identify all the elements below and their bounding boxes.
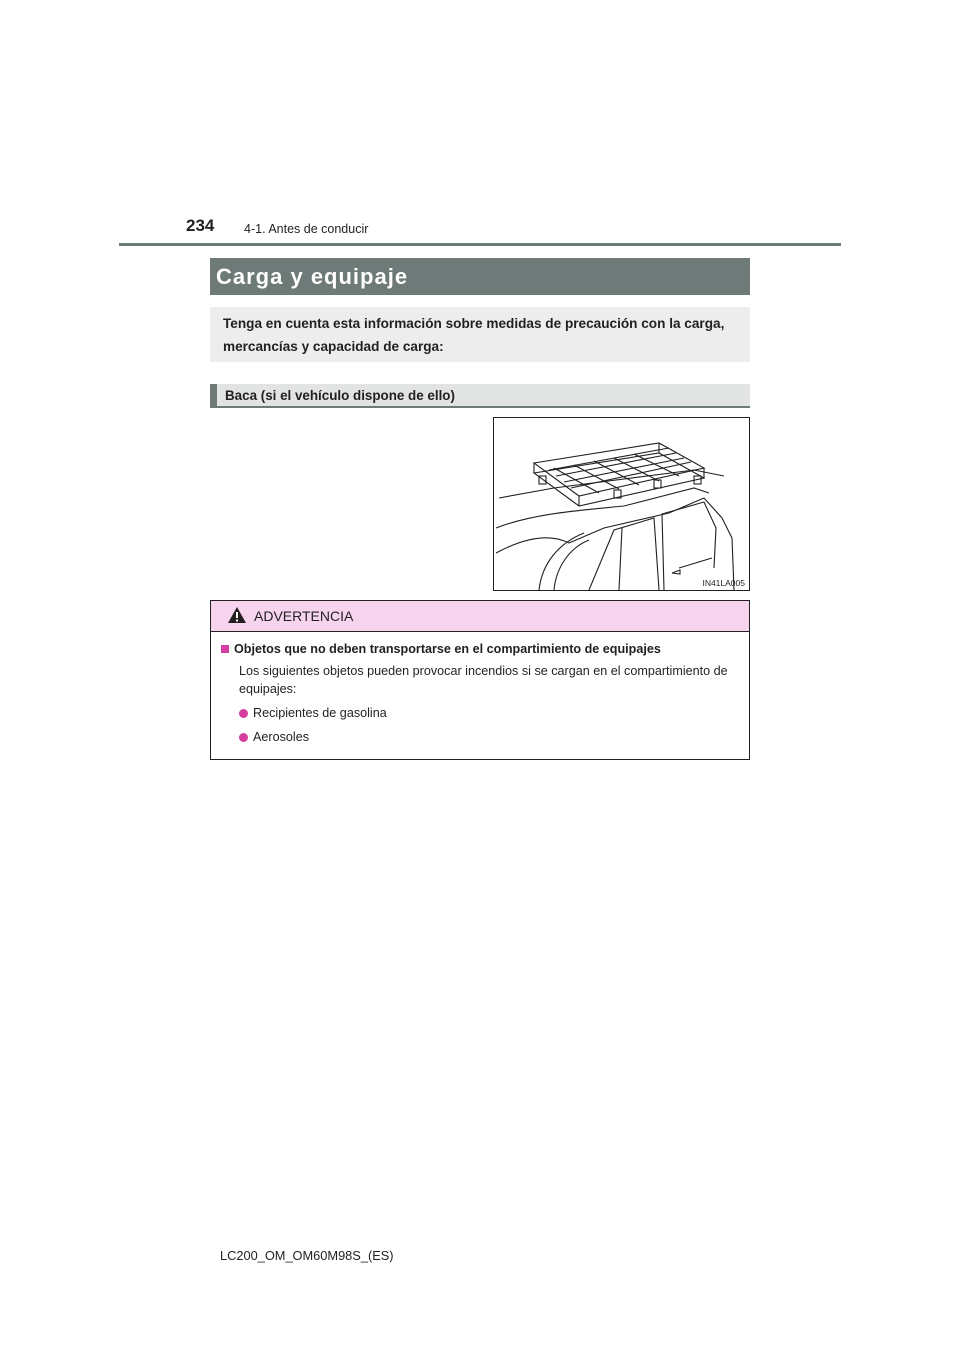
subsection-title: Baca (si el vehículo dispone de ello) bbox=[225, 388, 455, 403]
page-number: 234 bbox=[186, 216, 215, 235]
subsection-heading bbox=[210, 384, 750, 408]
document-code: LC200_OM_OM60M98S_(ES) bbox=[220, 1248, 394, 1263]
list-item-text: Aerosoles bbox=[253, 730, 310, 744]
warning-title: ADVERTENCIA bbox=[254, 608, 354, 624]
list-item-text: Recipientes de gasolina bbox=[253, 706, 387, 720]
warning-item-heading bbox=[221, 642, 739, 656]
warning-box bbox=[210, 600, 750, 760]
figure-code: IN41LA005 bbox=[702, 578, 745, 588]
warning-item-title: Objetos que no deben transportarse en el compartimiento de equipajes bbox=[234, 642, 661, 656]
subsection-accent bbox=[210, 384, 217, 406]
warning-body bbox=[211, 632, 749, 746]
dot-bullet-icon bbox=[239, 709, 248, 718]
list-item bbox=[239, 728, 739, 746]
page-title: Carga y equipaje bbox=[210, 258, 750, 295]
section-reference: 4-1. Antes de conducir bbox=[244, 222, 369, 236]
square-bullet-icon bbox=[221, 645, 229, 653]
warning-triangle-icon bbox=[227, 606, 247, 624]
car-roof-rack-drawing bbox=[494, 418, 749, 590]
roof-rack-illustration bbox=[493, 417, 750, 591]
header-divider bbox=[119, 243, 841, 246]
intro-text: Tenga en cuenta esta información sobre medidas de precaución con la carga, mercancías y capacidad de carga: bbox=[210, 307, 750, 362]
warning-item-text: Los siguientes objetos pueden provocar incendios si se cargan en el compartimiento de equipajes: bbox=[239, 664, 728, 696]
warning-header bbox=[211, 601, 749, 632]
dot-bullet-icon bbox=[239, 733, 248, 742]
list-item bbox=[239, 704, 739, 722]
